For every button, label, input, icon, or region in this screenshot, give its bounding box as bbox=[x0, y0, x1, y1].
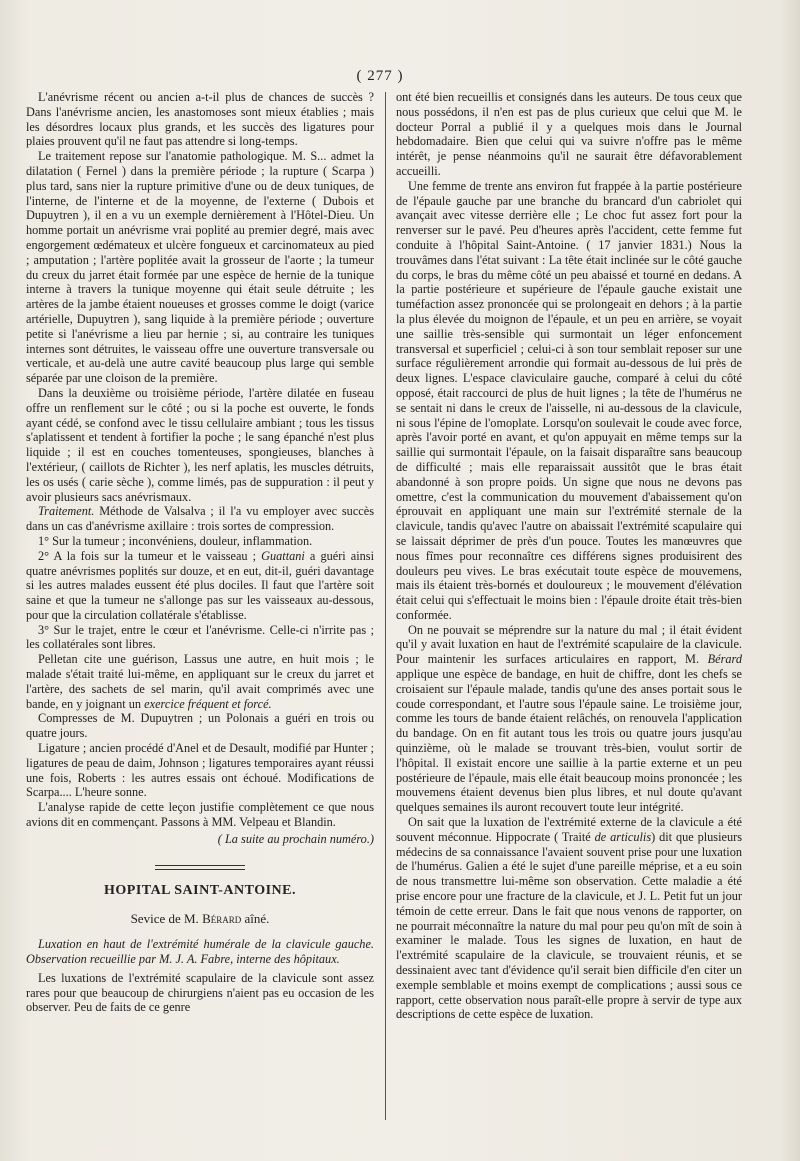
paragraph bbox=[26, 549, 374, 623]
paragraph-text: ) dit que plusieurs médecins de sa connaissance l'avaient souvent prise pour une luxation de l'humérus. Galien a été le sujet d'une pareille méprise, et a eu soin de nous transmettre lui-même son observation. Cette maladie a été prise encore pour une fracture de la clavicule, et J. L. Petit fut un jour témoin de cette erreur. Dans le fait que nous venons de rapporter, on ne pourrait méconnaître la nature du mal pour peu qu'on mît de soin à examiner le malade. Tous les signes de luxation, en haut de l'extrémité scapulaire de la clavicule, se trouvaient réunis, et se dessinaient avec tant d'évidence qu'il serait bien difficile d'en citer un exemple semblable et moins exempt de complications ; aussi sous ce rapport, cette observation nous paraît-elle propre à servir de type aux descriptions de cette espèce de luxation. bbox=[396, 829, 742, 1022]
paragraph: L'anévrisme récent ou ancien a-t-il plus de chances de succès ? Dans l'anévrisme ancien, les anastomoses sont mieux établies ; mais les désordres locaux plus grands, et les succès des ligatures pour plaies prouvent qu'il ne faut pas attendre si long-temps. bbox=[26, 90, 374, 149]
paragraph: Ligature ; ancien procédé d'Anel et de Desault, modifié par Hunter ; ligatures de peau de daim, Johnson ; ligatures temporaires ayant réussi une fois, Roberts : les autres essais ont échoué. Modifications de Scarpa.... L'heure sonne. bbox=[26, 741, 374, 800]
paragraph: L'analyse rapide de cette leçon justifie complètement ce que nous avions dit en commençant. Passons à MM. Velpeau et Blandin. bbox=[26, 800, 374, 830]
case-title: Luxation en haut de l'extrémité humérale de la clavicule gauche. Observation recueillie par M. J. A. Fabre, interne des hôpitaux. bbox=[26, 937, 374, 967]
paragraph-text: Pelletan cite une guérison, Lassus une autre, en huit mois ; le malade s'était traité lui-même, en appliquant sur le creux du jarret et l'artère, des sachets de sel marin, qu'il avait comprimés avec une bande, en y joignant un bbox=[26, 652, 374, 711]
paragraph-text: On sait que la luxation de l'extrémité externe de la clavicule a été souvent méconnue. Hippocrate ( Traité bbox=[396, 815, 742, 844]
paragraph bbox=[26, 504, 374, 534]
surgeon-name: Bérard bbox=[202, 911, 242, 927]
paragraph: Dans la deuxième ou troisième période, l'artère dilatée en fuseau offre un renflement sur le côté ; ou si la poche est ouverte, le fonds ayant cédé, se confond avec le tissu cellulaire ambiant ; tous les tissus s'aplatissent et tendent à fortifier la poche ; le sang épanché n'est plus liquide ; il est en couches tomenteuses, spongieuses, blanches à l'extérieur, ( caillots de Richter ), les nerf aplatis, les muscles détruits, les os usés ( carie sèche ), comme limés, pas de suppuration : il peut y avoir plusieurs sacs anévrismaux. bbox=[26, 385, 374, 504]
paragraph: ont été bien recueillis et consignés dans les auteurs. De tous ceux que nous possédons, il n'en est pas de plus curieux que celui que M. le docteur Porral a publié il y a quelques mois dans le Journal hebdomadaire. Bien que celui qui va suivre n'offre pas le même intérêt, je pense néanmoins qu'il ne saurait être défavorablement accueilli. bbox=[396, 90, 742, 178]
service-line: Sevice de M. Bérard aîné. bbox=[130, 911, 270, 927]
page-number: ( 277 ) bbox=[356, 68, 404, 84]
paragraph: Une femme de trente ans environ fut frappée à la partie postérieure de l'épaule gauche par une branche du brancard d'un cabriolet qui avançait avec vitesse derrière elle ; Le choc fut assez fort pour la renverser sur le pavé. Peu d'heures après l'accident, cette femme fut conduite à l'hôpital Saint-Antoine. ( 17 janvier 1831.) Nous la trouvâmes dans l'état suivant : La tête était inclinée sur le côté gauche du corps, le bras du même côté un peu abaissé et tourné en dedans. A la partie postérieure et supérieure de l'épaule gauche existait une tuméfaction assez prononcée qui se prolongeait en dehors ; à la partie la plus élevée du moignon de l'épaule, et un peu en arrière, se voyait une saillie très-sensible qui surmontait un léger enfoncement transversal et superficiel ; celui-ci à son tour semblait reposer sur une surface régulièrement arrondie qui formait au-dessous de lui près de deux lignes. L'espace claviculaire gauche, comparé à celui du côté opposé, était raccourci de plus de huit lignes ; la tête de l'humérus ne se sentait ni dans le creux de l'aisselle, ni au-dessous de la clavicule, ni sous l'épine de l'omoplate. Lorsqu'on soulevait le coude avec force, après l'avoir porté en avant, et qu'on appuyait en même temps sur la saillie qui surmontait l'épaule, on la faisait disparaître sans beaucoup de difficulté ; mais elle reparaissait aussitôt que le bras était abandonné à son propre poids. Un signe que nous ne devons pas omettre, c'est la communication du mouvement d'abaissement qu'on éprouvait en appliquant une main sur l'extrémité sternale de la clavicule, tandis qu'avec l'autre on abaissait l'extrémité scapulaire qui se laissait déprimer de près d'un pouce. Toutes les manœuvres que nous fîmes pour reconnaître ces différens signes produisirent des douleurs peu vives. Le bras exécutait toute espèce de mouvemens, mais ils étaient très-bornés et douloureux ; le mouvement d'élévation était celui qui s'effectuait le moins bien : l'épaule droite était très-bien conformée. bbox=[396, 178, 742, 622]
paragraph-text: On ne pouvait se méprendre sur la nature du mal ; il était évident qu'il y avait luxation en haut de l'extrémité scapulaire de la clavicule. Pour maintenir les surfaces articulaires en rapport, M. bbox=[396, 622, 742, 667]
paragraph: Les luxations de l'extrémité scapulaire de la clavicule sont assez rares pour que beaucoup de chirurgiens n'aient pas eu occasion de les observer. Peu de faits de ce genre bbox=[26, 970, 374, 1015]
paragraph bbox=[396, 623, 742, 815]
paragraph: 3° Sur le trajet, entre le cœur et l'anévrisme. Celle-ci n'irrite pas ; les collatérales sont libres. bbox=[26, 622, 374, 652]
column-divider bbox=[385, 92, 386, 1120]
author-name: Guattani bbox=[261, 548, 305, 563]
paragraph-text: applique une espèce de bandage, en huit de chiffre, dont les chefs se croisaient sur l'épaule malade, tandis qu'une des anses portait sous le coude correspondant, et l'autre sous l'épaule saine. Le troisième jour, comme les tours de bande étaient relâchés, on renouvela l'application du bandage. On en fit autant tous les trois ou quatre jours jusqu'au quinzième, où le malade se trouvant très-bien, voulut sortir de l'hôpital. Il existait encore une saillie à la partie externe et un peu postérieure de l'épaule, mais elle était beaucoup moins prononcée ; les mouvemens étaient devenus bien plus libres, et nul doute qu'avant quelques semaines ils auront recouvert toute leur intégrité. bbox=[396, 667, 742, 815]
italic-phrase: exercice fréquent et forcé. bbox=[144, 696, 272, 711]
surgeon-name: Bérard bbox=[707, 652, 742, 667]
section-ornament bbox=[155, 865, 245, 870]
paragraph: Compresses de M. Dupuytren ; un Polonais a guéri en trois ou quatre jours. bbox=[26, 711, 374, 741]
paragraph: 1° Sur la tumeur ; inconvéniens, douleur, inflammation. bbox=[38, 533, 313, 548]
paragraph bbox=[396, 815, 742, 1022]
continued-note: ( La suite au prochain numéro.) bbox=[217, 831, 374, 846]
paragraph-text: 2° A la fois sur la tumeur et le vaisseau ; bbox=[38, 548, 257, 563]
paragraph bbox=[26, 652, 374, 711]
signoff-row bbox=[26, 832, 374, 847]
paragraph: Le traitement repose sur l'anatomie pathologique. M. S... admet la dilatation ( Fernel ) dans la première période ; la rupture ( Scarpa ) plus tard, sans nier la rupture primitive d'une ou de deux tuniques, de l'interne, de l'interne et de la moyenne, de l'externe ( Dubois et Dupuytren ), il en a vu un exemple dernièrement à l'Hôtel-Dieu. Un homme portait un anévrisme vrai poplité au premier degré, mais avec engorgement œdémateux et ulcère fongueux et carcinomateux au pied ; amputation ; l'artère poplitée avait la grosseur de l'aorte ; la tumeur du creux du jarret était formée par une espèce de hernie de la tunique interne à travers la tunique moyenne qui était seule détruite ; les artères de la jambe étaient noueuses et grosses comme le doigt (varice artérielle, Dupuytren ), sang liquide à la première période ; ouverture petite si l'anévrisme a lieu par hernie ; si, au contraire les tuniques internes sont détruites, le vaisseau offre une ouverture transversale ou verticale, et au-delà une autre cavité beaucoup plus large qui semble séparée par une cloison de la première. bbox=[26, 149, 374, 386]
paragraph-text: a guéri ainsi quatre anévrismes poplités sur douze, et en eut, dit-il, guéri davantage si les autres malades eussent été plus dociles. Il faut que l'artère soit saine et que la tumeur ne s'allonge pas sur les vaisseaux au-dessous, pour que la circulation collatérale s'établisse. bbox=[26, 548, 374, 622]
traitement-label: Traitement. bbox=[38, 504, 95, 519]
section-title: HOPITAL SAINT-ANTOINE. bbox=[103, 882, 296, 898]
right-column bbox=[396, 90, 742, 1022]
italic-phrase: de articulis bbox=[594, 829, 652, 844]
paragraph-text: Méthode de Valsalva ; il l'a vu employer avec succès dans un cas d'anévrisme axillaire : trois sortes de compression. bbox=[26, 504, 374, 534]
left-column bbox=[26, 90, 374, 1015]
